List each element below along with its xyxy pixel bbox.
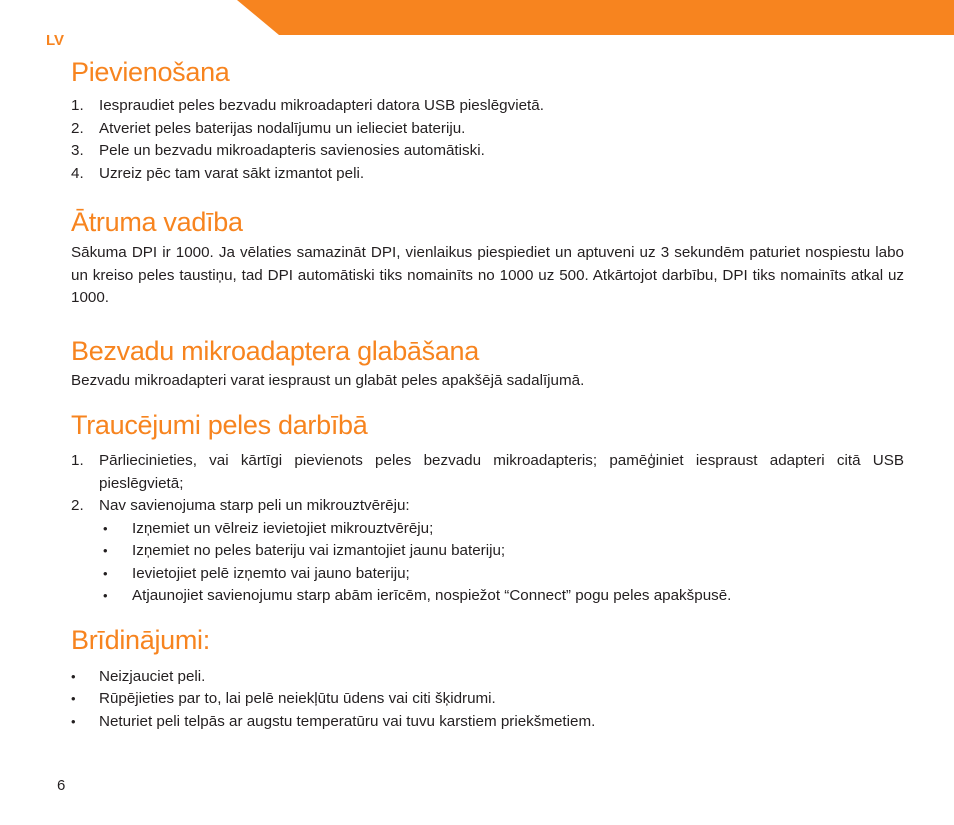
language-label: LV [46,32,65,49]
list-item: • Neturiet peli telpās ar augstu temperatūru vai tuvu karstiem priekšmetiem. [71,711,904,734]
section-title: Ātruma vadība [71,207,243,237]
section-text: Sākuma DPI ir 1000. Ja vēlaties samazināt DPI, vienlaikus piespiediet un aptuveni uz 3 sekundēm paturiet nospiestu labo un kreiso peles taustiņu, tad DPI automātiski tiks nomainīts no 1000 uz 500. Atkārtojot darbību, DPI tiks nomainīts atkal uz 1000. [71,244,904,306]
numbered-list [71,95,904,185]
section-text: Bezvadu mikroadapteri varat iespraust un glabāt peles apakšējā sadalījumā. [71,371,585,389]
section-adapter-storage [71,333,904,393]
manual-content [71,54,904,733]
section-connecting [71,54,904,185]
list-item: 1. Iespraudiet peles bezvadu mikroadapteri datora USB pieslēgvietā. [71,97,544,114]
list-item: • Neizjauciet peli. [71,666,904,689]
section-title: Pievienošana [71,57,230,87]
list-item: • Atjaunojiet savienojumu starp abām ierīcēm, nospiežot “Connect” pogu peles apakšpusē. [99,585,904,608]
bullet-sublist [99,518,904,608]
list-item: 2. Nav savienojuma starp peli un mikrouztvērēju: • Izņemiet un vēlreiz ievietojiet mikrouztvērēju; • Izņemiet no peles bateriju vai izmantojiet jaunu bateriju; • Ievietojiet pelē izņemto vai jauno bateriju; • Atjaunojiet savienojumu starp abām ierīcēm, nospiežot “Connect” pogu peles apakšpusē. [71,495,904,608]
list-item: • Izņemiet no peles bateriju vai izmantojiet jaunu bateriju; [99,540,904,563]
section-title: Bezvadu mikroadaptera glabāšana [71,335,479,366]
list-item: 1. Pārliecinieties, vai kārtīgi pievienots peles bezvadu mikroadapteris; pamēģiniet iespraust adapteri citā USB pieslēgvietā; [71,452,904,492]
section-warnings [71,622,904,734]
list-item: 2. Atveriet peles baterijas nodalījumu un ielieciet bateriju. [71,119,466,137]
page-number: 6 [57,777,66,794]
bullet-list [71,666,904,734]
section-title: Brīdinājumi: [71,624,210,655]
list-item: • Ievietojiet pelē izņemto vai jauno bateriju; [99,563,904,586]
list-item: 3. Pele un bezvadu mikroadapteris savienosies automātiski. [71,142,485,159]
list-item: 4. Uzreiz pēc tam varat sākt izmantot peli. [71,164,365,182]
section-troubleshooting [71,407,904,608]
header-accent-bar [237,0,954,35]
numbered-list [71,450,904,608]
section-speed-control [71,204,904,310]
section-title: Traucējumi peles darbībā [71,410,368,440]
list-item: • Rūpējieties par to, lai pelē neiekļūtu ūdens vai citi šķidrumi. [71,688,904,711]
list-item: • Izņemiet un vēlreiz ievietojiet mikrouztvērēju; [99,518,904,541]
